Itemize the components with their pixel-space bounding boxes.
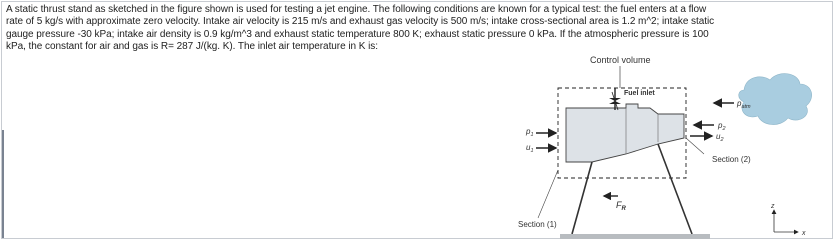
fr-label: $F_R$ [616, 200, 626, 212]
exhaust-cloud [739, 74, 812, 125]
jet-engine [566, 104, 684, 162]
axis-z-label: z [771, 203, 775, 210]
thrust-stand-figure [508, 50, 836, 240]
question-line: kPa, the constant for air and gas is R= 287 J/(kg. K). The inlet air temperature in K is: [6, 41, 378, 53]
patm-label: $p_{atm}$ [737, 99, 751, 110]
coordinate-axes [770, 203, 806, 237]
p2-label: $p_2$ [718, 121, 726, 132]
section-2-leader [686, 138, 704, 154]
stand-base [560, 234, 710, 239]
stand-leg-left [572, 162, 592, 234]
p1-label: $p_1$ [526, 127, 534, 138]
question-line: A static thrust stand as sketched in the figure shown is used for testing a jet engine. The following conditions are known for a typical test: the fuel enters at a flow [6, 4, 707, 15]
section-1-leader [538, 170, 558, 218]
u2-label: $u_2$ [716, 132, 724, 143]
u1-label: $u_1$ [526, 143, 534, 154]
stand-leg-right [658, 144, 692, 234]
question-line: gauge pressure -30 kPa; intake air density is 0.9 kg/m^3 and exhaust static temperature 800 K; exhaust static pressure 0 kPa. If the atmospheric pressure is 100 [6, 28, 709, 40]
axis-x-label: x [802, 230, 806, 237]
left-rule [2, 130, 4, 238]
question-text [6, 4, 826, 54]
fuel-inlet-label: Fuel inlet [624, 90, 655, 97]
question-line: rate of 5 kg/s with approximate zero velocity. Intake air velocity is 215 m/s and exhaust gas velocity is 500 m/s; intake cross-sectional area is 1.2 m^2; intake static [6, 16, 715, 28]
control-volume-label: Control volume [590, 55, 651, 65]
section-1-label: Section (1) [518, 220, 557, 229]
section-2-label: Section (2) [712, 155, 751, 164]
